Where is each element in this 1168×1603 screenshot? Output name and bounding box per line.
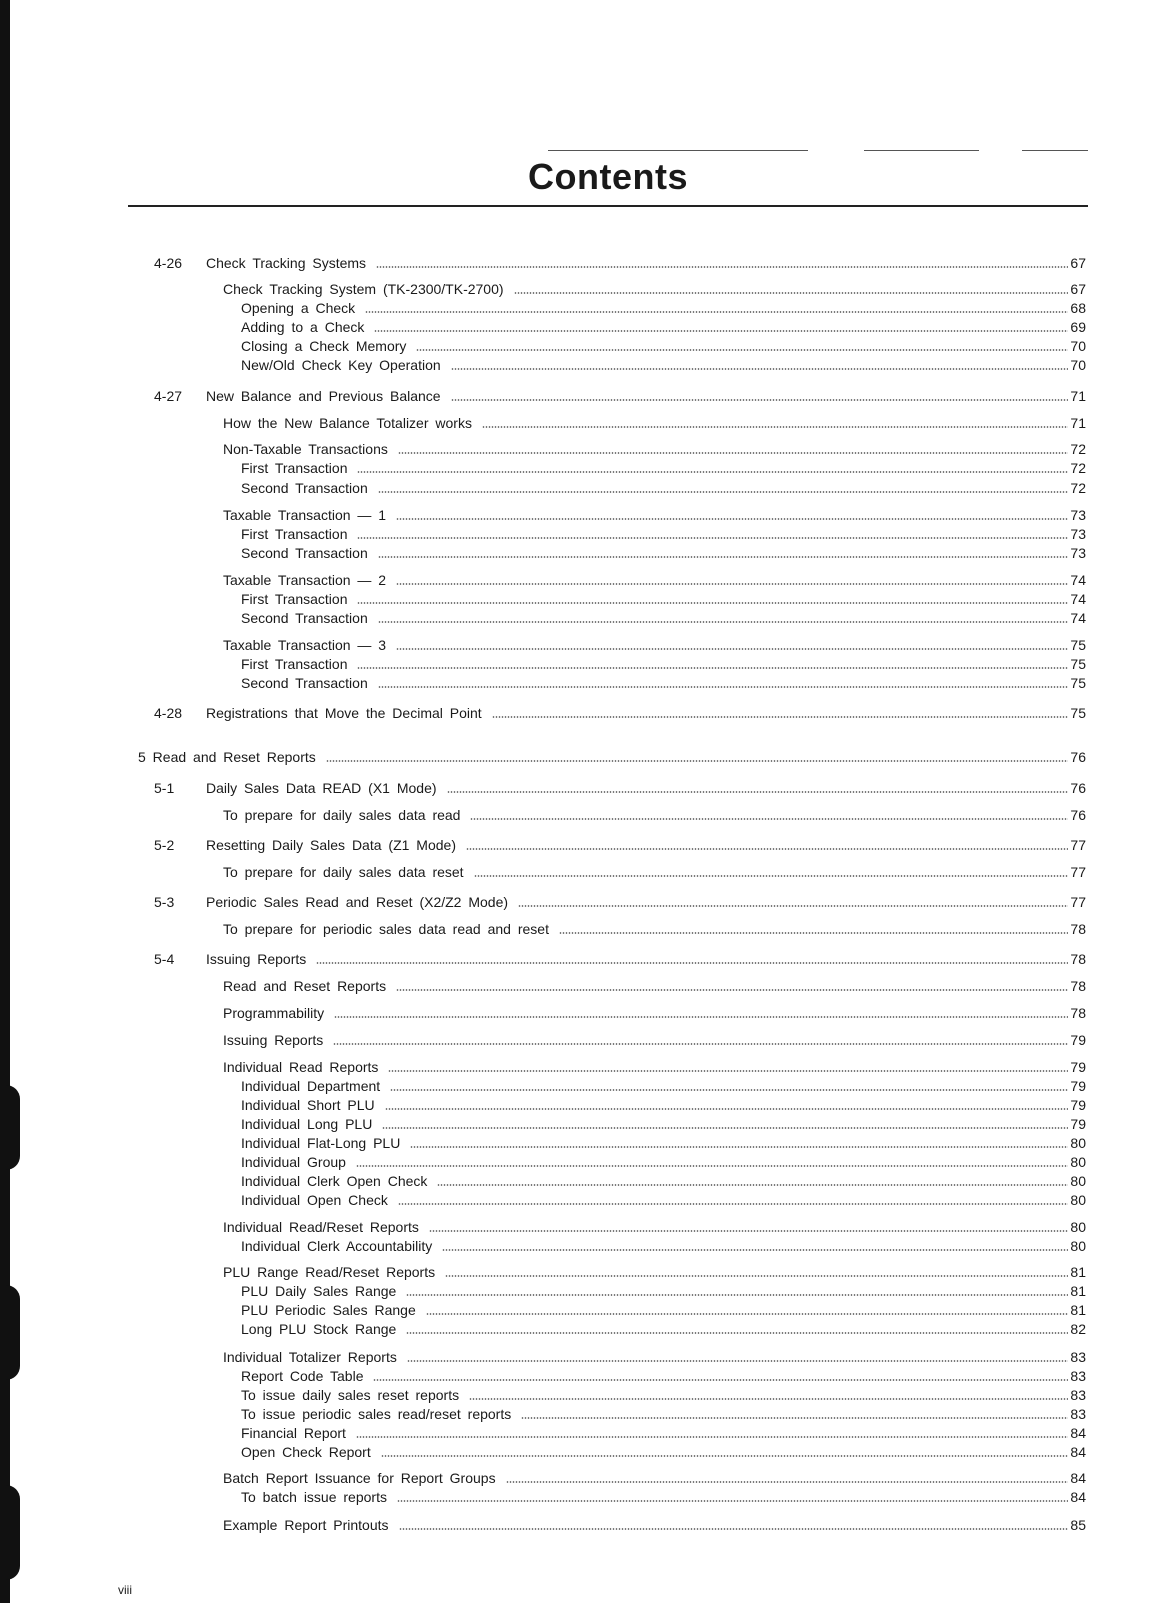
toc-entry-title: To issue periodic sales read/reset reports — [241, 1406, 512, 1422]
dot-leader — [378, 621, 1069, 623]
toc-entry[interactable] — [223, 920, 1086, 938]
toc-entry[interactable] — [241, 1096, 1086, 1114]
dot-leader — [390, 1089, 1068, 1091]
dot-leader — [416, 349, 1068, 351]
toc-section-number: 5-2 — [154, 837, 175, 853]
dot-leader — [518, 905, 1068, 907]
toc-entry-title: To prepare for daily sales data reset — [223, 864, 464, 880]
dot-leader — [407, 1360, 1069, 1362]
dot-leader — [357, 602, 1068, 604]
toc-page-number: 67 — [1070, 255, 1086, 271]
dot-leader — [357, 667, 1068, 669]
toc-entry[interactable] — [241, 1134, 1086, 1152]
toc-entry[interactable] — [241, 674, 1086, 692]
toc-page-number: 81 — [1070, 1283, 1086, 1299]
dot-leader — [333, 1043, 1068, 1045]
toc-entry[interactable] — [223, 1263, 1086, 1281]
dot-leader — [388, 1070, 1068, 1072]
dot-leader — [492, 716, 1069, 718]
toc-entry[interactable] — [206, 893, 1086, 911]
toc-entry-title: Check Tracking System (TK-2300/TK-2700) — [223, 281, 504, 297]
dot-leader — [426, 1313, 1069, 1315]
toc-page-number: 81 — [1070, 1264, 1086, 1280]
toc-entry-title: Example Report Printouts — [223, 1517, 389, 1533]
toc-page-number: 84 — [1070, 1489, 1086, 1505]
dot-leader — [451, 399, 1069, 401]
dot-leader — [466, 848, 1068, 850]
dot-leader — [559, 932, 1068, 934]
toc-entry-title: Second Transaction — [241, 610, 368, 626]
dot-leader — [451, 368, 1069, 370]
toc-page-number: 85 — [1070, 1517, 1086, 1533]
toc-entry-title: Individual Department — [241, 1078, 381, 1094]
dot-leader — [376, 266, 1068, 268]
toc-page-number: 75 — [1070, 675, 1086, 691]
dot-leader — [374, 330, 1068, 332]
dot-leader — [406, 1332, 1068, 1334]
toc-entry-title: Individual Group — [241, 1154, 346, 1170]
toc-section-number: 5-3 — [154, 894, 175, 910]
toc-entry-title: First Transaction — [241, 526, 348, 542]
toc-entry-title: How the New Balance Totalizer works — [223, 415, 472, 431]
toc-page-number: 84 — [1070, 1425, 1086, 1441]
toc-entry-title: Resetting Daily Sales Data (Z1 Mode) — [206, 837, 456, 853]
toc-entry[interactable] — [241, 1367, 1086, 1385]
toc-entry[interactable] — [241, 1320, 1086, 1338]
toc-page-number: 83 — [1070, 1387, 1086, 1403]
toc-page-number: 83 — [1070, 1406, 1086, 1422]
toc-entry-title: To batch issue reports — [241, 1489, 387, 1505]
toc-page-number: 80 — [1070, 1135, 1086, 1151]
toc-page-number: 84 — [1070, 1444, 1086, 1460]
toc-entry-title: PLU Periodic Sales Range — [241, 1302, 416, 1318]
toc-entry-title: Periodic Sales Read and Reset (X2/Z2 Mode) — [206, 894, 509, 910]
dot-leader — [470, 818, 1068, 820]
toc-page-number: 72 — [1070, 460, 1086, 476]
toc-page-number: 80 — [1070, 1238, 1086, 1254]
dot-leader — [316, 962, 1068, 964]
toc-entry[interactable] — [241, 1405, 1086, 1423]
toc-section-number: 4-27 — [154, 388, 183, 404]
toc-page-number: 79 — [1070, 1078, 1086, 1094]
toc-entry[interactable] — [206, 836, 1086, 854]
dot-leader — [445, 1275, 1068, 1277]
toc-page-number: 67 — [1070, 281, 1086, 297]
dot-leader — [378, 556, 1069, 558]
toc-entry[interactable] — [223, 636, 1086, 654]
toc-entry[interactable] — [223, 1031, 1086, 1049]
toc-entry-title: Open Check Report — [241, 1444, 371, 1460]
toc-entry-title: Report Code Table — [241, 1368, 364, 1384]
toc-page-number: 73 — [1070, 545, 1086, 561]
dot-leader — [385, 1108, 1069, 1110]
toc-page-number: 80 — [1070, 1154, 1086, 1170]
toc-page-number: 80 — [1070, 1173, 1086, 1189]
toc-entry[interactable] — [223, 1004, 1086, 1022]
dot-leader — [396, 518, 1068, 520]
toc-page-number: 74 — [1070, 591, 1086, 607]
toc-entry[interactable] — [241, 1488, 1086, 1506]
dot-leader — [429, 1230, 1069, 1232]
dot-leader — [398, 1203, 1069, 1205]
toc-entry-title: First Transaction — [241, 460, 348, 476]
toc-entry[interactable] — [241, 1191, 1086, 1209]
dot-leader — [381, 1455, 1069, 1457]
toc-page-number: 80 — [1070, 1192, 1086, 1208]
toc-entry[interactable] — [223, 571, 1086, 589]
toc-entry-title: Programmability — [223, 1005, 325, 1021]
page-folio: viii — [118, 1583, 132, 1597]
dot-leader — [399, 1528, 1069, 1530]
toc-entry-title: Individual Clerk Accountability — [241, 1238, 433, 1254]
toc-entry-title: Individual Open Check — [241, 1192, 388, 1208]
toc-entry[interactable] — [223, 280, 1086, 298]
dot-leader — [482, 426, 1068, 428]
toc-page-number: 75 — [1070, 705, 1086, 721]
dot-leader — [334, 1016, 1068, 1018]
toc-entry[interactable] — [241, 1282, 1086, 1300]
toc-entry[interactable] — [206, 779, 1086, 797]
dot-leader — [396, 989, 1068, 991]
toc-page-number: 76 — [1070, 780, 1086, 796]
toc-entry-title: Individual Flat-Long PLU — [241, 1135, 401, 1151]
toc-entry[interactable] — [241, 356, 1086, 374]
toc-page-number: 77 — [1070, 864, 1086, 880]
toc-page-number: 78 — [1070, 921, 1086, 937]
toc-entry-title: Second Transaction — [241, 545, 368, 561]
toc-entry[interactable] — [223, 506, 1086, 524]
toc-page-number: 78 — [1070, 951, 1086, 967]
toc-entry-title: Issuing Reports — [223, 1032, 324, 1048]
toc-entry[interactable] — [206, 704, 1086, 722]
toc-entry-title: Issuing Reports — [206, 951, 307, 967]
dot-leader — [373, 1379, 1068, 1381]
toc-entry[interactable] — [241, 1115, 1086, 1133]
toc-entry[interactable] — [241, 1077, 1086, 1095]
toc-entry-title: PLU Daily Sales Range — [241, 1283, 397, 1299]
toc-page-number: 79 — [1070, 1097, 1086, 1113]
toc-entry-title: To issue daily sales reset reports — [241, 1387, 460, 1403]
toc-section-number: 5-1 — [154, 780, 175, 796]
toc-entry[interactable] — [241, 1153, 1086, 1171]
toc-page-number: 79 — [1070, 1032, 1086, 1048]
toc-page-number: 75 — [1070, 637, 1086, 653]
dot-leader — [506, 1481, 1069, 1483]
dot-leader — [437, 1184, 1068, 1186]
toc-entry[interactable] — [241, 1172, 1086, 1190]
toc-entry[interactable] — [241, 525, 1086, 543]
toc-page-number: 83 — [1070, 1349, 1086, 1365]
toc-entry[interactable] — [241, 1237, 1086, 1255]
toc-entry-title: Taxable Transaction — 2 — [223, 572, 387, 588]
toc-entry-title: Long PLU Stock Range — [241, 1321, 397, 1337]
toc-page-number: 78 — [1070, 1005, 1086, 1021]
toc-entry-title: Financial Report — [241, 1425, 346, 1441]
dot-leader — [410, 1146, 1068, 1148]
toc-entry-title: To prepare for periodic sales data read and reset — [223, 921, 549, 937]
toc-entry-title: To prepare for daily sales data read — [223, 807, 461, 823]
dot-leader — [378, 686, 1069, 688]
toc-entry[interactable] — [241, 655, 1086, 673]
toc-entry[interactable] — [241, 1386, 1086, 1404]
dot-leader — [398, 452, 1069, 454]
toc-entry[interactable] — [223, 1348, 1086, 1366]
toc-page-number: 81 — [1070, 1302, 1086, 1318]
toc-entry-title: Non-Taxable Transactions — [223, 441, 388, 457]
dot-leader — [357, 471, 1068, 473]
toc-entry-title: Taxable Transaction — 1 — [223, 507, 387, 523]
dot-leader — [397, 1500, 1068, 1502]
toc-entry[interactable] — [241, 459, 1086, 477]
toc-page-number: 72 — [1070, 441, 1086, 457]
toc-page-number: 71 — [1070, 415, 1086, 431]
toc-page-number: 83 — [1070, 1368, 1086, 1384]
toc-entry[interactable] — [241, 1424, 1086, 1442]
toc-entry[interactable] — [241, 1301, 1086, 1319]
toc-page-number: 74 — [1070, 572, 1086, 588]
toc-entry-title: Read and Reset Reports — [223, 978, 387, 994]
dot-leader — [474, 875, 1069, 877]
toc-entry-title: Taxable Transaction — 3 — [223, 637, 387, 653]
toc-page-number: 77 — [1070, 837, 1086, 853]
toc-page-number: 73 — [1070, 526, 1086, 542]
dot-leader — [396, 648, 1068, 650]
toc-entry[interactable] — [223, 1469, 1086, 1487]
toc-entry-title: Individual Short PLU — [241, 1097, 375, 1113]
toc-entry[interactable] — [138, 748, 1086, 766]
toc-entry[interactable] — [223, 1516, 1086, 1534]
toc-entry[interactable] — [241, 609, 1086, 627]
dot-leader — [396, 583, 1068, 585]
dot-leader — [326, 760, 1069, 762]
toc-entry-title: Opening a Check — [241, 300, 356, 316]
dot-leader — [378, 491, 1069, 493]
toc-entry[interactable] — [206, 950, 1086, 968]
toc-page-number: 76 — [1070, 749, 1086, 765]
toc-page-number: 74 — [1070, 610, 1086, 626]
dot-leader — [514, 292, 1069, 294]
toc-entry[interactable] — [241, 544, 1086, 562]
toc-entry[interactable] — [223, 440, 1086, 458]
toc-entry-title: New/Old Check Key Operation — [241, 357, 441, 373]
dot-leader — [406, 1294, 1068, 1296]
toc-entry[interactable] — [223, 863, 1086, 881]
toc-entry[interactable] — [206, 387, 1086, 405]
page-title: Contents — [528, 156, 688, 197]
dot-leader — [382, 1127, 1068, 1129]
toc-section-number: 4-26 — [154, 255, 183, 271]
toc-page-number: 73 — [1070, 507, 1086, 523]
toc-page-number: 79 — [1070, 1059, 1086, 1075]
toc-entry[interactable] — [241, 318, 1086, 336]
toc-entry-title: Daily Sales Data READ (X1 Mode) — [206, 780, 437, 796]
toc-entry[interactable] — [241, 337, 1086, 355]
toc-page-number: 80 — [1070, 1219, 1086, 1235]
toc-page-number: 70 — [1070, 338, 1086, 354]
dot-leader — [365, 311, 1068, 313]
toc-page-number: 68 — [1070, 300, 1086, 316]
toc-entry[interactable] — [223, 977, 1086, 995]
toc-entry-title: First Transaction — [241, 656, 348, 672]
toc-page-number: 84 — [1070, 1470, 1086, 1486]
dot-leader — [356, 1436, 1068, 1438]
toc-entry-title: Individual Read/Reset Reports — [223, 1219, 419, 1235]
toc-entry-title: New Balance and Previous Balance — [206, 388, 441, 404]
toc-page-number: 76 — [1070, 807, 1086, 823]
toc-entry-title: Second Transaction — [241, 675, 368, 691]
toc-entry[interactable] — [241, 1443, 1086, 1461]
toc-entry[interactable] — [241, 479, 1086, 497]
toc-page-number: 75 — [1070, 656, 1086, 672]
toc-entry[interactable] — [223, 806, 1086, 824]
toc-entry-title: First Transaction — [241, 591, 348, 607]
toc-section-number: 4-28 — [154, 705, 183, 721]
dot-leader — [469, 1398, 1068, 1400]
toc-entry-title: Closing a Check Memory — [241, 338, 407, 354]
toc-entry-title: PLU Range Read/Reset Reports — [223, 1264, 436, 1280]
dot-leader — [442, 1249, 1068, 1251]
toc-entry-title: Adding to a Check — [241, 319, 365, 335]
toc-page-number: 69 — [1070, 319, 1086, 335]
toc-entry-title: Batch Report Issuance for Report Groups — [223, 1470, 496, 1486]
toc-page-number: 79 — [1070, 1116, 1086, 1132]
dot-leader — [447, 791, 1069, 793]
toc-entry[interactable] — [223, 1058, 1086, 1076]
toc-page-number: 82 — [1070, 1321, 1086, 1337]
toc-page-number: 77 — [1070, 894, 1086, 910]
toc-entry[interactable] — [223, 414, 1086, 432]
toc-entry[interactable] — [206, 254, 1086, 272]
toc-entry-title: Individual Long PLU — [241, 1116, 373, 1132]
dot-leader — [521, 1417, 1068, 1419]
toc-entry[interactable] — [241, 590, 1086, 608]
toc-page-number: 72 — [1070, 480, 1086, 496]
dot-leader — [357, 537, 1068, 539]
dot-leader — [356, 1165, 1068, 1167]
toc-entry[interactable] — [223, 1218, 1086, 1236]
toc-entry-title: Individual Totalizer Reports — [223, 1349, 397, 1365]
toc-entry[interactable] — [241, 299, 1086, 317]
toc-entry-title: 5 Read and Reset Reports — [138, 749, 316, 765]
toc-entry-title: Individual Read Reports — [223, 1059, 379, 1075]
toc-entry-title: Check Tracking Systems — [206, 255, 367, 271]
toc-section-number: 5-4 — [154, 951, 175, 967]
toc-entry-title: Registrations that Move the Decimal Point — [206, 705, 482, 721]
toc-entry-title: Second Transaction — [241, 480, 368, 496]
toc-page-number: 71 — [1070, 388, 1086, 404]
toc-page-number: 70 — [1070, 357, 1086, 373]
toc-entry-title: Individual Clerk Open Check — [241, 1173, 428, 1189]
toc-page-number: 78 — [1070, 978, 1086, 994]
